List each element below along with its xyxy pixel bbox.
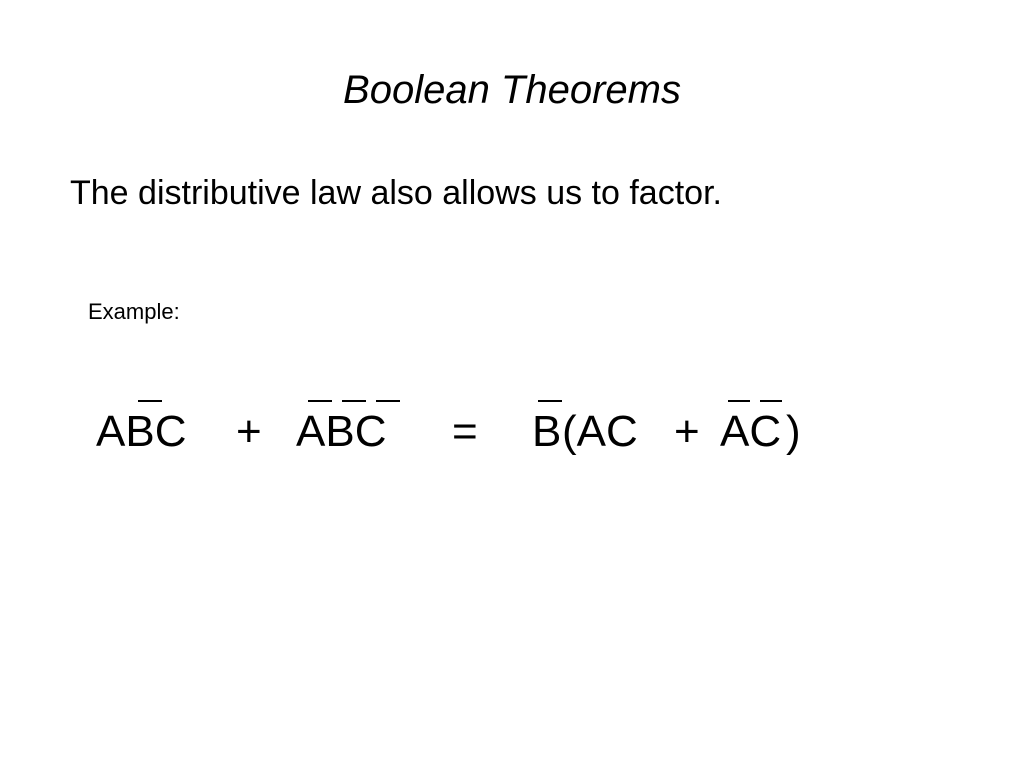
complement-bar-c — [376, 400, 400, 402]
equation-inner-plus-sign: + — [674, 407, 700, 456]
slide-title: Boolean Theorems — [343, 68, 681, 112]
complement-bar-b — [138, 400, 162, 402]
body-text: The distributive law also allows us to factor. — [70, 174, 722, 212]
equation-factor-b: B — [532, 407, 562, 456]
complement-bar-b — [342, 400, 366, 402]
equation-plus-sign: + — [236, 407, 262, 456]
example-label: Example: — [88, 299, 180, 324]
equation-term-abc-complement: ABC — [296, 407, 387, 456]
complement-bar-b — [538, 400, 562, 402]
equation-term-ac-complement: AC — [720, 407, 782, 456]
equation-open-paren-ac: (AC — [562, 407, 638, 456]
complement-bar-a — [308, 400, 332, 402]
complement-bar-c — [760, 400, 782, 402]
equation-equals-sign: = — [452, 407, 478, 456]
equation-close-paren: ) — [786, 407, 801, 456]
equation-term-abc: ABC — [96, 407, 187, 456]
complement-bar-a — [728, 400, 750, 402]
